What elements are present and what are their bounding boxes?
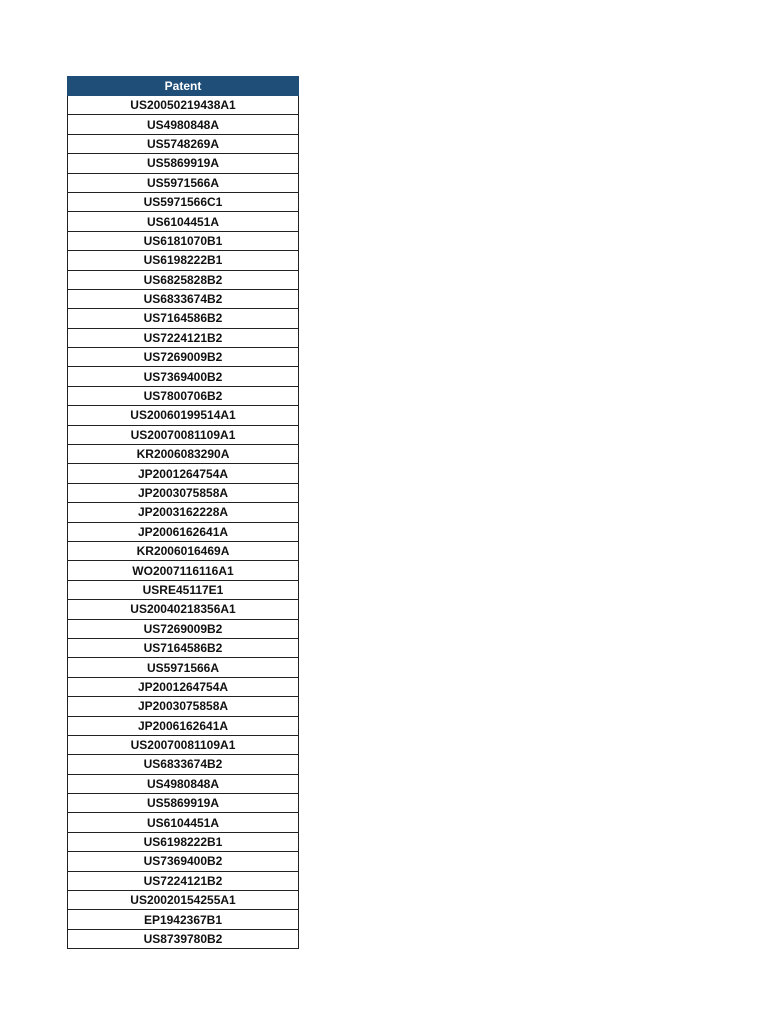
table-row — [68, 134, 299, 153]
patent-cell: JP2003075858A — [68, 697, 299, 716]
table-row — [68, 871, 299, 890]
patent-cell: US20060199514A1 — [68, 406, 299, 425]
patent-cell: US8739780B2 — [68, 929, 299, 948]
patent-cell: US5748269A — [68, 134, 299, 153]
table-row — [68, 697, 299, 716]
patent-cell: USRE45117E1 — [68, 580, 299, 599]
table-row — [68, 580, 299, 599]
table-row — [68, 251, 299, 270]
table-row — [68, 541, 299, 560]
patent-cell: US6198222B1 — [68, 832, 299, 851]
table-row — [68, 445, 299, 464]
patent-cell: US20070081109A1 — [68, 735, 299, 754]
patent-cell: US7164586B2 — [68, 309, 299, 328]
table-row — [68, 910, 299, 929]
patent-cell: US6104451A — [68, 212, 299, 231]
table-row — [68, 173, 299, 192]
patent-cell: US6181070B1 — [68, 231, 299, 250]
patent-cell: US6833674B2 — [68, 289, 299, 308]
patent-cell: JP2006162641A — [68, 716, 299, 735]
patent-cell: KR2006083290A — [68, 445, 299, 464]
patent-cell: US20050219438A1 — [68, 96, 299, 115]
table-row — [68, 716, 299, 735]
patent-cell: US5971566A — [68, 173, 299, 192]
table-row — [68, 832, 299, 851]
patent-cell: US5869919A — [68, 154, 299, 173]
patent-cell: US7800706B2 — [68, 386, 299, 405]
table-header — [68, 77, 299, 96]
patent-cell: US7224121B2 — [68, 328, 299, 347]
table-row — [68, 483, 299, 502]
patent-cell: US7164586B2 — [68, 638, 299, 657]
patent-cell: US7369400B2 — [68, 367, 299, 386]
table-row — [68, 774, 299, 793]
table-row — [68, 309, 299, 328]
table-row — [68, 289, 299, 308]
table-row — [68, 96, 299, 115]
patent-cell: US20040218356A1 — [68, 600, 299, 619]
table-row — [68, 328, 299, 347]
table-row — [68, 891, 299, 910]
patent-cell: EP1942367B1 — [68, 910, 299, 929]
patent-cell: WO2007116116A1 — [68, 561, 299, 580]
table-row — [68, 600, 299, 619]
table-row — [68, 406, 299, 425]
patent-cell: US7269009B2 — [68, 619, 299, 638]
table-row — [68, 464, 299, 483]
patent-cell: JP2001264754A — [68, 464, 299, 483]
table-row — [68, 192, 299, 211]
patent-cell: US6833674B2 — [68, 755, 299, 774]
table-row — [68, 735, 299, 754]
table-row — [68, 813, 299, 832]
patent-cell: US5869919A — [68, 794, 299, 813]
table-row — [68, 619, 299, 638]
patent-cell: JP2003162228A — [68, 503, 299, 522]
patent-table — [67, 76, 299, 949]
patent-cell: US7269009B2 — [68, 348, 299, 367]
patent-cell: US4980848A — [68, 774, 299, 793]
table-row — [68, 852, 299, 871]
patent-cell: US20070081109A1 — [68, 425, 299, 444]
table-body — [68, 96, 299, 949]
table-row — [68, 522, 299, 541]
patent-cell: US20020154255A1 — [68, 891, 299, 910]
table-row — [68, 638, 299, 657]
patent-cell: US5971566A — [68, 658, 299, 677]
patent-cell: US7369400B2 — [68, 852, 299, 871]
patent-cell: JP2003075858A — [68, 483, 299, 502]
table-row — [68, 154, 299, 173]
table-row — [68, 231, 299, 250]
patent-cell: JP2001264754A — [68, 677, 299, 696]
patent-cell: US6825828B2 — [68, 270, 299, 289]
patent-cell: US6198222B1 — [68, 251, 299, 270]
table-row — [68, 658, 299, 677]
table-row — [68, 367, 299, 386]
table-row — [68, 503, 299, 522]
table-row — [68, 386, 299, 405]
table-row — [68, 270, 299, 289]
patent-cell: US4980848A — [68, 115, 299, 134]
header-row — [68, 77, 299, 96]
table-row — [68, 425, 299, 444]
patent-cell: US5971566C1 — [68, 192, 299, 211]
table-row — [68, 755, 299, 774]
patent-cell: US6104451A — [68, 813, 299, 832]
table-row — [68, 929, 299, 948]
table-row — [68, 115, 299, 134]
table-row — [68, 348, 299, 367]
table-row — [68, 212, 299, 231]
table-row — [68, 561, 299, 580]
patent-cell: US7224121B2 — [68, 871, 299, 890]
patent-cell: JP2006162641A — [68, 522, 299, 541]
table-row — [68, 677, 299, 696]
patent-column-header: Patent — [68, 77, 299, 96]
table-row — [68, 794, 299, 813]
patent-cell: KR2006016469A — [68, 541, 299, 560]
